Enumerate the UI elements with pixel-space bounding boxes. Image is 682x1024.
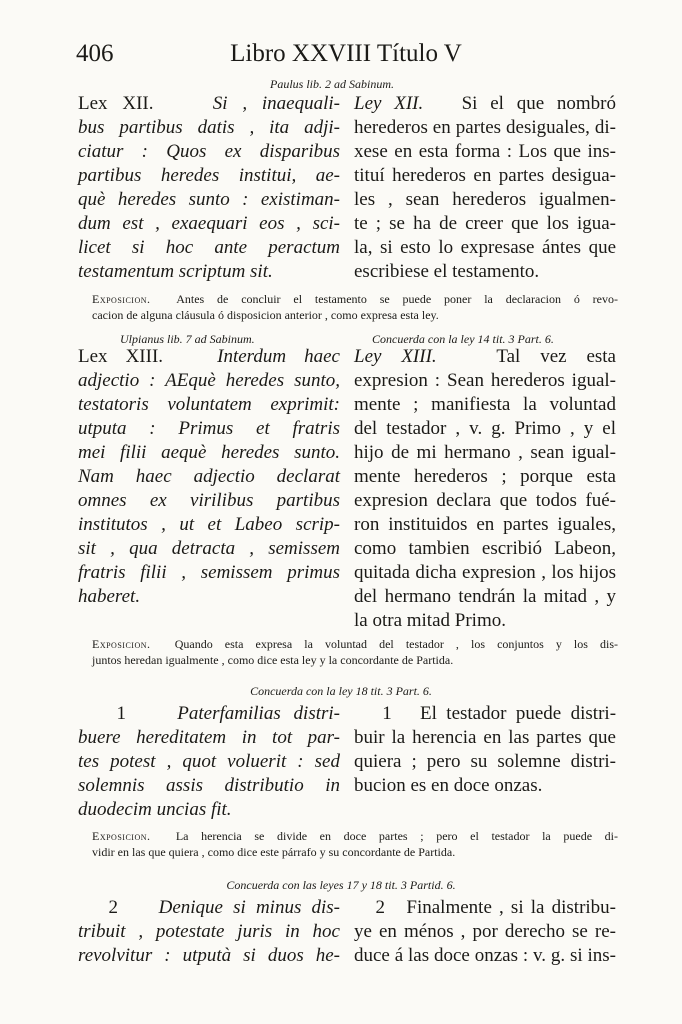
spanish-line: Ley XIII. Tal vez esta — [354, 346, 616, 367]
exposicion — [92, 291, 618, 323]
latin-line: licet si hoc ante peractum — [78, 237, 340, 258]
latin-line: testatoris voluntatem exprimit: — [78, 394, 340, 415]
page-number: 406 — [76, 40, 114, 67]
source-citation: Ulpianus lib. 7 ad Sabinum. — [120, 332, 255, 346]
spanish-line: Ley XII. Si el que nombró — [354, 93, 617, 114]
concordance-citation: Concuerda con la ley 18 tit. 3 Part. 6. — [250, 684, 432, 698]
spanish-line: del hermano tendrán la mitad , y — [354, 586, 616, 607]
latin-column — [78, 92, 340, 284]
latin-line: revolvitur : utputà si duos he- — [78, 945, 340, 966]
paragraph-number: 2 — [375, 897, 385, 918]
latin-line: sit , qua detracta , semissem — [78, 538, 340, 559]
latin-line: duodecim uncias fit. — [78, 799, 232, 820]
spanish-line: te ; se ha de creer que los igua- — [354, 213, 616, 234]
latin-line: tes potest , quot voluerit : sed — [78, 751, 340, 772]
spanish-line: ron instituidos en partes iguales, — [354, 514, 616, 535]
paragraph-number: 1 — [116, 703, 126, 724]
exposicion-label: Exposicion. — [92, 637, 151, 651]
latin-line: solemnis assis distributio in — [78, 775, 340, 796]
concordance-citation: Concuerda con las leyes 17 y 18 tit. 3 Partid. 6. — [226, 878, 456, 892]
spanish-line: escribiese el testamento. — [354, 261, 540, 282]
exposicion-text: La herencia se divide en doce partes ; pero el testador la puede di- — [175, 829, 619, 843]
latin-line: bus partibus datis , ita adji- — [78, 117, 340, 138]
spanish-line: xese en esta forma : Los que ins- — [354, 141, 616, 162]
spanish-line: duce á las doce onzas : v. g. si ins- — [354, 945, 616, 966]
ley-number: Ley XIII. — [354, 346, 437, 367]
latin-line: omnes ex virilibus partibus — [78, 490, 340, 511]
latin-line: què heredes sunto : existiman- — [78, 189, 340, 210]
spanish-line: mente ; manifiesta la voluntad — [354, 394, 616, 415]
source-citation: Paulus lib. 2 ad Sabinum. — [270, 77, 395, 91]
spanish-line: 1 El testador puede distri- — [382, 703, 617, 724]
exposicion-text: juntos heredan igualmente , como dice esta ley y la concordante de Partida. — [92, 653, 454, 667]
latin-line: Lex XII. Si , inaequali- — [78, 93, 340, 114]
latin-line: dum est , exaequari eos , sci- — [78, 213, 340, 234]
spanish-line: hijo de mi hermano , sean igual- — [354, 442, 616, 463]
spanish-line: 2 Finalmente , si la distribu- — [375, 897, 617, 918]
spanish-line: como tambien escribió Labeon, — [354, 538, 616, 559]
spanish-line: del testador , v. g. Primo , y el — [354, 418, 616, 439]
paragraph-number: 2 — [108, 897, 118, 918]
latin-line: Lex XIII. Interdum haec — [78, 346, 340, 367]
spanish-line: quiera ; pero su solemne distri- — [354, 751, 616, 772]
spanish-line: ye en ménos , por derecho se re- — [354, 921, 616, 942]
concordance-citation: Concuerda con la ley 14 tit. 3 Part. 6. — [372, 332, 554, 346]
spanish-line: mente herederos ; porque esta — [354, 466, 616, 487]
latin-line: fratris filii , semissem primus — [78, 562, 340, 583]
ley-number: Ley XII. — [354, 93, 424, 114]
exposicion-text: Quando esta expresa la voluntad del testador , los conjuntos y los dis- — [174, 637, 619, 651]
spanish-column — [354, 345, 616, 633]
latin-column — [78, 345, 340, 609]
latin-line: partibus heredes institui, ae- — [78, 165, 340, 186]
latin-line: tribuit , potestate juris in hoc — [78, 921, 340, 942]
paragraph-number: 1 — [382, 703, 392, 724]
exposicion — [92, 636, 618, 668]
exposicion — [92, 828, 618, 860]
spanish-line: tituí herederos en partes desigua- — [354, 165, 616, 186]
spanish-line: herederos en partes desiguales, di- — [354, 117, 616, 138]
latin-line: 2 Denique si minus dis- — [108, 897, 340, 918]
spanish-line: expresion : Sean herederos igual- — [354, 370, 616, 391]
spanish-line: la otra mitad Primo. — [354, 610, 506, 631]
latin-line: buere hereditatem in tot par- — [78, 727, 340, 748]
running-title: Libro XXVIII Título V — [230, 40, 462, 67]
latin-line: mei filii aequè heredes sunto. — [78, 442, 340, 463]
exposicion-text: cacion de alguna cláusula ó disposicion anterior , como expresa esta ley. — [92, 308, 439, 322]
latin-line: ciatur : Quos ex disparibus — [78, 141, 340, 162]
exposicion-label: Exposicion. — [92, 292, 151, 306]
spanish-line: les , sean herederos igualmen- — [354, 189, 616, 210]
spanish-line: buir la herencia en las partes que — [354, 727, 616, 748]
latin-line: haberet. — [78, 586, 141, 607]
law-number: Lex XII. — [78, 93, 154, 114]
latin-line: utputa : Primus et fratris — [78, 418, 340, 439]
page-header — [76, 40, 616, 70]
spanish-column — [354, 92, 616, 284]
law-number: Lex XIII. — [78, 346, 164, 367]
latin-line: institutos , ut et Labeo scrip- — [78, 514, 340, 535]
latin-line: adjectio : AEquè heredes sunto, — [78, 370, 340, 391]
spanish-line: bucion es en doce onzas. — [354, 775, 543, 796]
spanish-line: quitada dicha expresion , los hijos — [354, 562, 616, 583]
exposicion-text: vidir en las que quiera , como dice este párrafo y su concordante de Partida. — [92, 845, 456, 859]
exposicion-text: Antes de concluir el testamento se puede poner la declaracion ó revo- — [176, 292, 618, 306]
latin-column — [78, 702, 340, 822]
spanish-line: la, si esto lo expresase ántes que — [354, 237, 616, 258]
latin-line: testamentum scriptum sit. — [78, 261, 273, 282]
spanish-column — [354, 896, 616, 968]
latin-column — [78, 896, 340, 968]
spanish-column — [354, 702, 616, 798]
spanish-line: expresion declara que todos fué- — [354, 490, 616, 511]
exposicion-label: Exposicion. — [92, 829, 151, 843]
latin-line: 1 Paterfamilias distri- — [116, 703, 340, 724]
latin-line: Nam haec adjectio declarat — [78, 466, 340, 487]
